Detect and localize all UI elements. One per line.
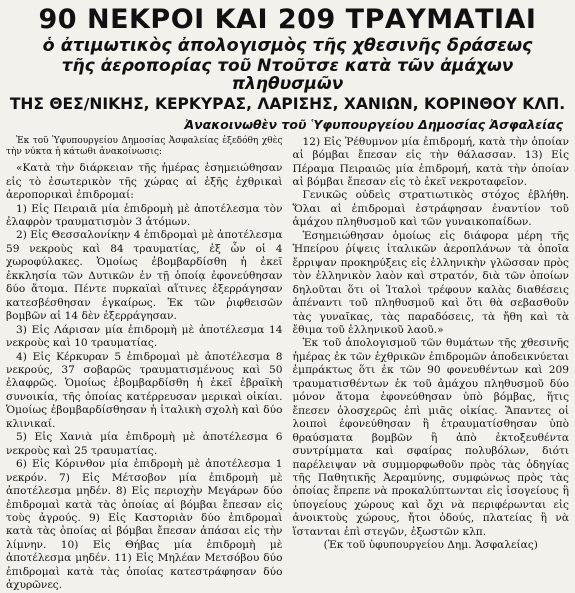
left-column [6,136,283,593]
source-credit: (Ἐκ τοῦ ὑφυπουργείου Δημ. Ἀσφαλείας) [323,539,538,552]
headline-main: 90 ΝΕΚΡΟΙ ΚΑΙ 209 ΤΡΑΥΜΑΤΙΑΙ [38,4,537,35]
paragraph: Ἐκ τοῦ ἀπολογισμοῦ τῶν θυμάτων τῆς χθεσινῆς ἡμέρας ἐκ τῶν ἐχθρικῶν ἐπιδρομῶν ἀποδεικνύεται ἐμπράκτως ὅτι ἐκ τῶν 90 φονευθέντων καὶ 209 τραυματισθέντων ἐκ τοῦ ἀμάχου πληθυσμοῦ δύο μόνον ἄτομα ἐφονεύθησαν ὑπὸ βόμβας, ἥτις ἔπεσεν ὁλοσχερῶς ἐπὶ μιᾶς οἰκίας. Ἅπαντες οἱ λοιποὶ ἐφονεύθησαν ἢ ἐτραυματίσθησαν ὑπὸ θραύσματα βομβῶν ἢ ἀπὸ ἐκτοξευθέντα συντρίμματα καὶ σφαίρας πολυβόλων, διότι παρέλειψαν νὰ συμμορφωθοῦν πρὸς τὰς ὁδηγίας τῆς Παθητικῆς Ἀεραμύνης, συμφώνως πρὸς τὰς ὁποίας ἔπρεπε νὰ προκαλύπτωνται εἰς ἰσογείους ἢ ὑπογείους χώρους καὶ ὄχι νὰ περιφέρωνται εἰς ἀνοικτοὺς χώρους, ἤτοι ὁδούς, πλατείας ἢ νὰ ἵστανται ἐπὶ στεγῶν, ἐξωστῶν κλπ. [292,337,569,538]
paragraph: 12) Εἰς Ῥέθυμνον μία ἐπιδρομή, κατὰ τὴν ὁποίαν αἱ βόμβαι ἔπεσαν εἰς τὴν θάλασσαν. 13) Εἰς Πέραμα Πειραιῶς μία ἐπιδρομή, κατὰ τὴν ὁποίαν αἱ βόμβαι ἔπεσαν εἰς τὸ ἐκεῖ νεκροταφεῖον. [292,135,569,189]
headline-subtitle-1: ὁ ἀτιμωτικὸς ἀπολογισμὸς τῆς χθεσινῆς δράσεως [42,36,533,57]
paragraph: 2) Εἰς Θεσσαλονίκην 4 ἐπιδρομαὶ μὲ ἀποτέλεσμα 59 νεκροὺς καὶ 84 τραυματίας, ἐξ ὧν οἱ 4 χωροφύλακες. Ὁμοίως ἐβομβαρδίσθη ἡ ἐκεῖ ἐκκλησία τῶν Δυτικῶν ἐν τῇ ὁποίᾳ ἐφονεύθησαν δύο ἄτομα. Πέντε πυρκαϊαὶ αἵτινες ἐξερράγησαν κατεσβέσθησαν ἐγκαίρως. Ἐκ τῶν ῥιφθεισῶν βομβῶν αἱ 14 δὲν ἐξερράγησαν. [6,229,283,323]
paragraph: «Κατὰ τὴν διάρκειαν τῆς ἡμέρας ἐσημειώθησαν εἰς τὸ ἐσωτερικὸν τῆς χώρας αἱ ἑξῆς ἐχθρικαὶ ἀεροπορικαὶ ἐπιδρομαί: [6,162,283,202]
right-column [293,136,570,593]
paragraph: 4) Εἰς Κέρκυραν 5 ἐπιδρομαὶ μὲ ἀποτέλεσμα 8 νεκρούς, 37 σοβαρῶς τραυματισμένους καὶ 50 ἐλαφρῶς. Ὁμοίως ἐβομβαρδίσθη ἡ ἐκεῖ ἑβραϊκὴ συνοικία, τῆς ὁποίας κατέρρευσαν μερικαὶ οἰκίαι. Ὁμοίως ἐβομβαρδίσθησαν ἡ ἰταλικὴ σχολὴ καὶ δύο κλινικαί. [6,350,283,430]
paragraph: 3) Εἰς Λάρισαν μία ἐπιδρομὴ μὲ ἀποτέλεσμα 14 νεκροὺς καὶ 10 τραυματίας. [6,323,283,350]
article-body [6,136,569,593]
paragraph: Γενικῶς οὐδεὶς στρατιωτικὸς στόχος ἐβλήθη. Ὅλαι αἱ ἐπιδρομαὶ ἐστράφησαν ἐναντίον τοῦ ἀμάχου πληθυσμοῦ καὶ τῶν γυναικοπαίδων. [292,189,569,229]
headline-cities: ΤΗΣ ΘΕΣ/ΝΙΚΗΣ, ΚΕΡΚΥΡΑΣ, ΛΑΡΙΣΗΣ, ΧΑΝΙΩΝ, ΚΟΡΙΝΘΟΥ ΚΛΠ. [9,95,566,114]
article-intro: Ἐκ τοῦ Ὑφυπουργείου Δημοσίας Ἀσφαλείας ἐξεδόθη χθὲς τὴν νύκτα ἡ κάτωθι ἀνακοίνωσις: [6,135,283,157]
paragraph: Ἐσημειώθησαν ὁμοίως εἰς διάφορα μέρη τῆς Ἠπείρου ῥίψεις ἰταλικῶν ἀεροπλάνων τὰ ὁποῖα ἔρριψαν προκηρύξεις εἰς ἑλληνικὴν γλῶσσαν πρὸς τὸν ἑλληνικὸν λαὸν καὶ στρατόν, διὰ τῶν ὁποίων δηλοῦται ὅτι οἱ Ἰταλοὶ τρέφουν καλὰς διαθέσεις ἀπέναντι τοῦ πληθυσμοῦ καὶ ὅτι θὰ σεβασθοῦν τὰς γυναῖκας, τὰς παραδόσεις, τὰ ἤθη καὶ τὰ ἔθιμα τοῦ ἑλληνικοῦ λαοῦ.» [292,229,569,337]
paragraph: 5) Εἰς Χανιὰ μία ἐπιδρομὴ μὲ ἀποτέλεσμα 6 νεκροὺς καὶ 25 τραυματίας. [6,431,283,457]
paragraph: 1) Εἰς Πειραιᾶ μία ἐπιδρομὴ μὲ ἀποτέλεσμα τὸν ἐλαφρὸν τραυματισμὸν 3 ἀτόμων. [6,202,283,228]
paragraph: 6) Εἰς Κόρινθον μία ἐπιδρομὴ μὲ ἀποτέλεσμα 1 νεκρόν. 7) Εἰς Μέτσοβον μία ἐπιδρομὴ μὲ ἀποτέλεσμα μηδέν. 8) Εἰς περιοχὴν Μεγάρων δύο ἐπιδρομαὶ κατὰ τὰς ὁποίας αἱ βόμβαι ἔπεσαν εἰς τοὺς ἀγρούς. 9) Εἰς Καστοριὰν δύο ἐπιδρομαὶ κατὰ τὰς ὁποίας αἱ βόμβαι ἔπεσαν ἀπάσαι εἰς τὴν λίμνην. 10) Εἰς Θήβας μία ἐπιδρομὴ μὲ ἀποτέλεσμα μηδέν. 11) Εἰς Μηλέαν Μετσόβου δύο ἐπιδρομαὶ κατὰ τὰς ὁποίας κατεστράφησαν δύο ἀχυρῶνες. [6,458,283,592]
headline-subtitle-2: τῆς ἀεροπορίας τοῦ Ντοῦτσε κατὰ τῶν ἀμάχων πληθυσμῶν [61,55,514,94]
source-line: Ἀνακοινωθὲν τοῦ Ὑφυπουργείου Δημοσίας Ἀσφαλείας [184,116,563,132]
